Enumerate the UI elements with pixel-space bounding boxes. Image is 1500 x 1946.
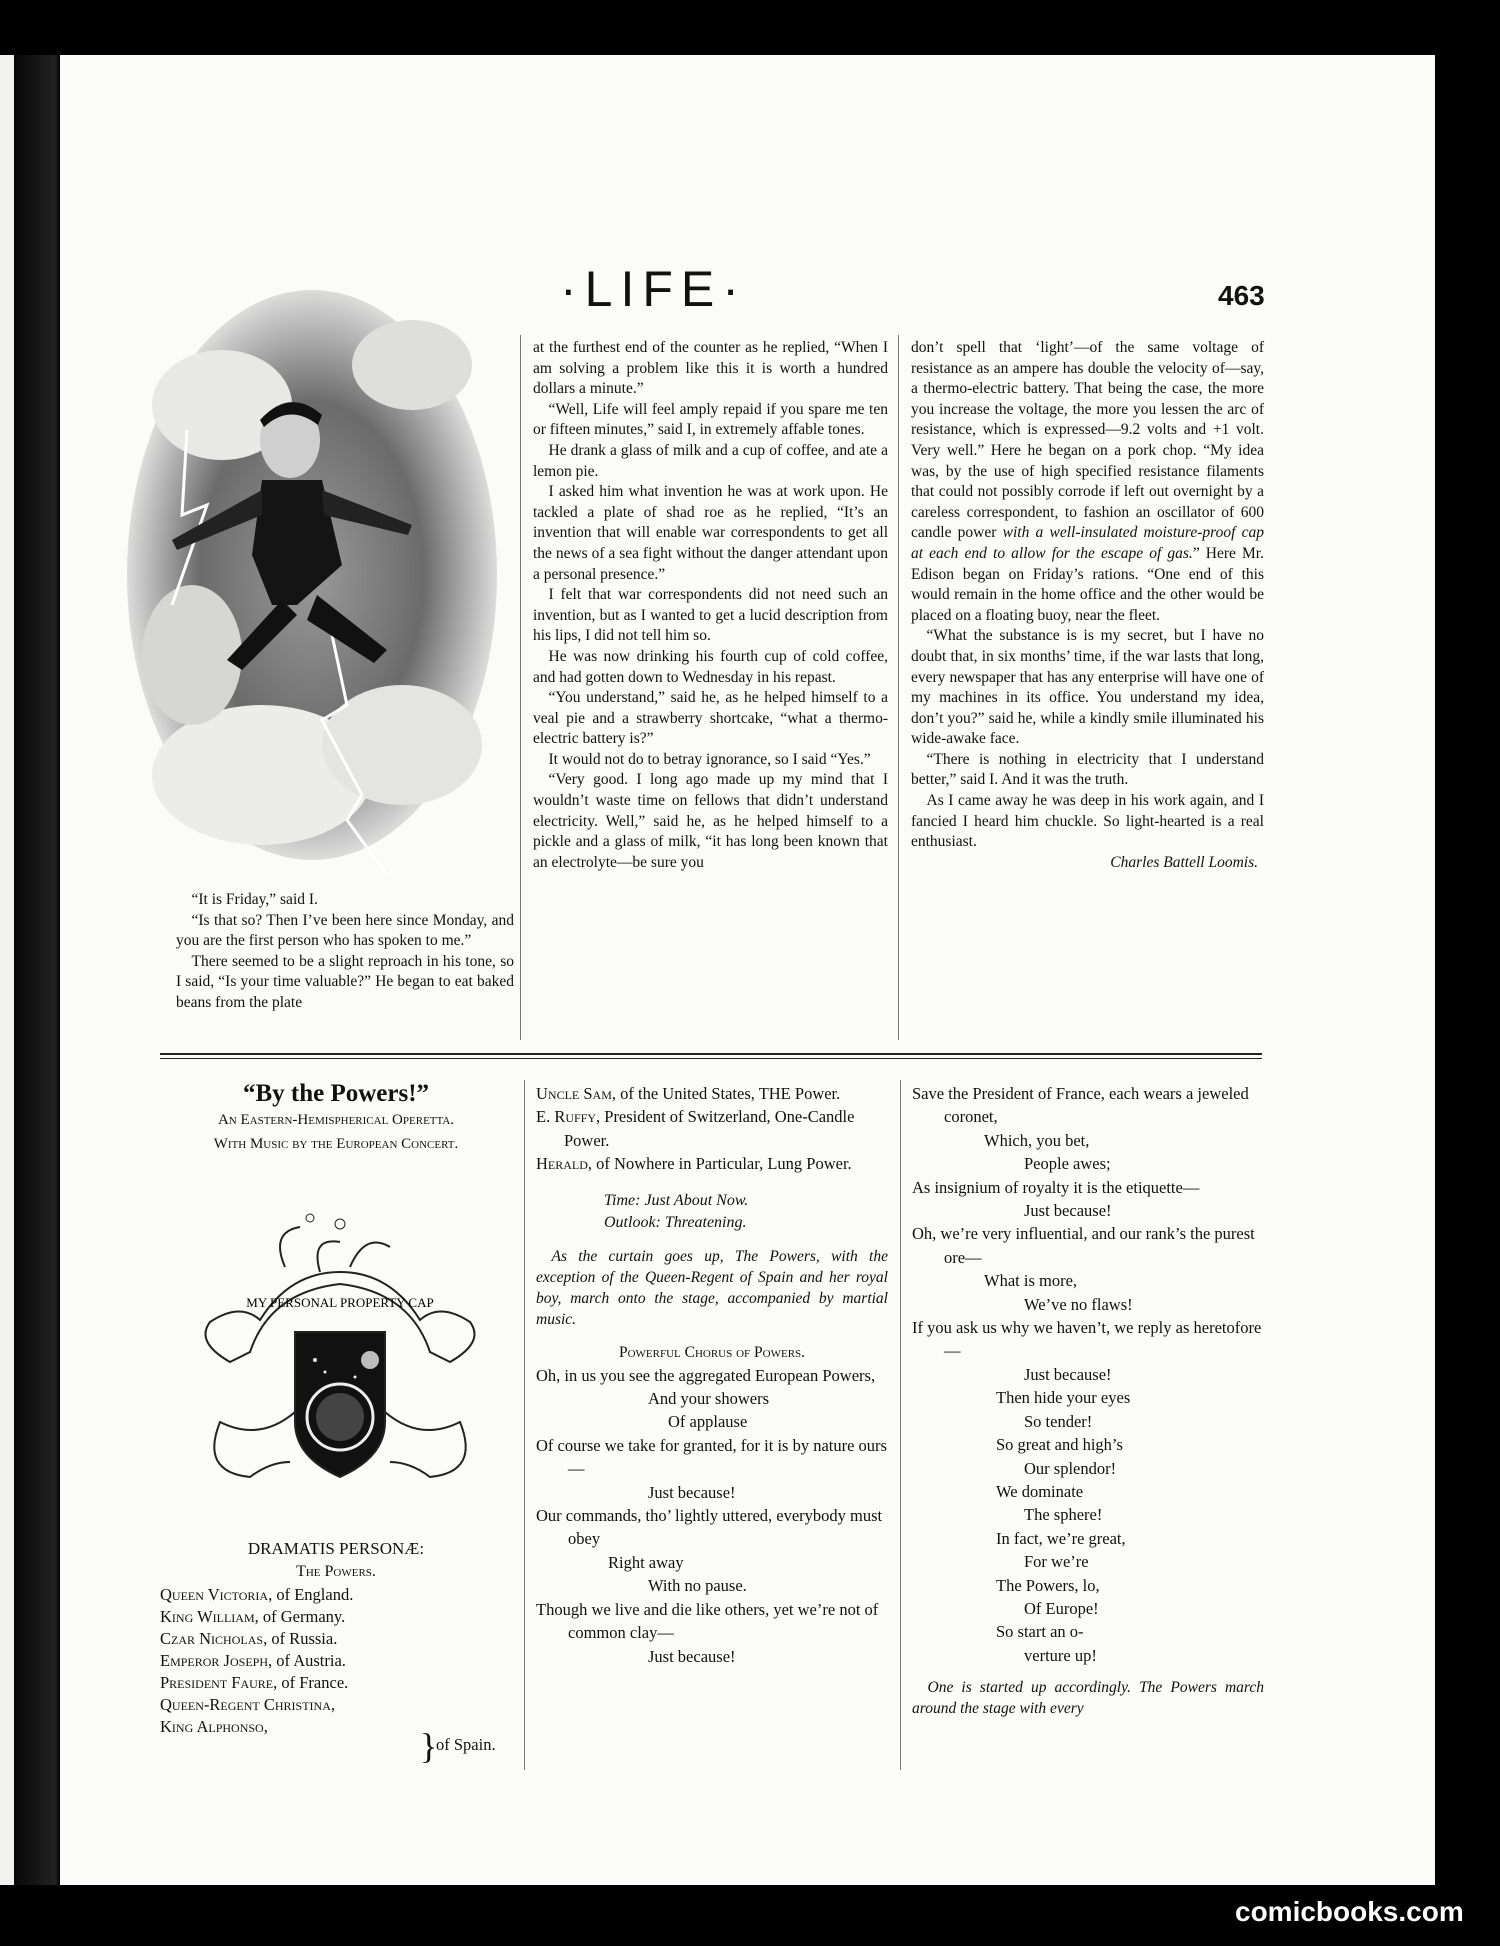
verse-line: Of Europe! (1024, 1598, 1099, 1618)
column-divider (520, 335, 521, 1040)
of-spain-label: of Spain. (436, 1735, 496, 1754)
cast-name: Queen-Regent Christina (160, 1695, 331, 1714)
article-paragraph: It would not do to betray ignorance, so I said “Yes.” (548, 750, 871, 768)
operetta-col-1 (160, 1080, 512, 1153)
cast-origin: , of Nowhere in Particular, Lung Power. (587, 1154, 852, 1174)
verse-line: Which, you bet, (984, 1130, 1090, 1150)
cast-name: Herald (536, 1154, 588, 1174)
verse-line: The sphere! (1024, 1505, 1103, 1525)
operetta-subtitle: With Music by the European Concert. (213, 1135, 459, 1152)
verse-line: Then hide your eyes (996, 1388, 1131, 1408)
cast-origin: , of Germany. (254, 1607, 346, 1626)
cast-entry (536, 1105, 888, 1152)
verse-line: Just because! (648, 1646, 736, 1666)
article-text: ” Here Mr. Edison began on Friday’s rations. “One end of this would remain in the home office and the other would be placed on a floating buoy, near the fleet. (911, 544, 1264, 624)
cast-entry (536, 1152, 888, 1175)
article-paragraph: “What the substance is is my secret, but I have no doubt that, in six months’ time, if the war lasts that long, every newspaper that has any enterprise will have one of my machines in its office. You understand my idea, don’t you?” said he, while a kindly smile illuminated his wide-awake face. (911, 627, 1264, 748)
article-col-3 (911, 338, 1264, 873)
verse-line: Oh, we’re very influential, and our rank’s the purest ore— (912, 1224, 1255, 1267)
column-divider (524, 1080, 525, 1770)
cast-origin: , (263, 1717, 268, 1736)
cast-name: President Faure (160, 1673, 274, 1692)
cast-entry (160, 1628, 512, 1650)
article-paragraph: “It is Friday,” said I. (191, 891, 318, 908)
verse-line: Just because! (1024, 1364, 1112, 1384)
verse-line: Though we live and die like others, yet we’re not of common clay— (536, 1599, 879, 1643)
article-paragraph: “You understand,” said he, as he helped himself to a veal pie and a strawberry shortcake, “what a thermo-electric battery is?” (533, 689, 888, 748)
personal-property-crest (190, 1212, 490, 1512)
operetta-col-2 (536, 1082, 888, 1668)
verse-line: And your showers (648, 1389, 769, 1409)
cast-entry (160, 1672, 512, 1694)
cast-entry (160, 1650, 512, 1672)
cast-origin: , of the United States, THE Power. (611, 1084, 841, 1103)
stage-outlook: Outlook: Threatening. (604, 1213, 747, 1231)
brace-glyph: } (420, 1726, 438, 1766)
stage-direction: As the curtain goes up, The Powers, with the exception of the Queen-Regent of Spain and her royal boy, march onto the stage, accompanied by martial music. (536, 1247, 888, 1328)
verse-line: People awes; (1024, 1154, 1111, 1174)
cast-origin: , of Austria. (267, 1651, 346, 1670)
article-paragraph (911, 338, 1264, 626)
cast-origin: , of England. (268, 1585, 354, 1604)
stage-direction: One is started up accordingly. The Powers march around the stage with every (912, 1679, 1264, 1718)
article-paragraph: He was now drinking his fourth cup of cold coffee, and had gotten down to Wednesday in his repast. (533, 647, 888, 686)
cast-entry (160, 1606, 512, 1628)
verse-line: Of applause (668, 1412, 748, 1432)
article-paragraph: I asked him what invention he was at work upon. He tackled a plate of shad roe as he replied, “It’s an invention that will enable war correspondents to get all the news of a sea fight without the danger attendant upon a personal presence.” (533, 483, 888, 583)
chorus-verse (536, 1364, 888, 1668)
cast-name: E. Ruffy (536, 1107, 597, 1127)
edison-cloud-illustration (112, 275, 512, 875)
cast-entry (160, 1584, 512, 1606)
cast-continued (536, 1082, 888, 1176)
verse-line: With no pause. (648, 1576, 747, 1596)
verse-line: verture up! (1024, 1645, 1097, 1665)
article-paragraph: at the furthest end of the counter as he replied, “When I am solving a problem like this it is worth a hundred dollars a minute.” (533, 339, 888, 398)
article-col-1 (176, 890, 514, 1014)
verse-line: Right away (608, 1552, 684, 1572)
page-number: 463 (1218, 280, 1265, 311)
article-paragraph: He drank a glass of milk and a cup of coffee, and ate a lemon pie. (533, 441, 888, 480)
article-paragraph: “Well, Life will feel amply repaid if you spare me ten or fifteen minutes,” said I, in extremely affable tones. (533, 400, 888, 439)
cast-list (160, 1538, 512, 1738)
verse-line: So great and high’s (996, 1435, 1123, 1455)
cast-origin: , (330, 1695, 335, 1714)
operetta-title: “By the Powers!” (242, 1080, 430, 1107)
verse-line: So start an o- (996, 1622, 1084, 1642)
cast-name: King William (160, 1607, 255, 1626)
cast-name: King Alphonso (160, 1717, 264, 1736)
column-divider (900, 1080, 901, 1770)
verse-line: We’ve no flaws! (1024, 1294, 1133, 1314)
crest-banner-text: MY PERSONAL PROPERTY CAP (246, 1295, 434, 1310)
verse-line: For we’re (1024, 1552, 1089, 1572)
masthead: ·LIFE· (560, 261, 747, 317)
operetta-subtitle: An Eastern-Hemispherical Operetta. (217, 1111, 455, 1128)
cast-origin: , President of Switzerland, One-Candle Power. (564, 1107, 855, 1150)
verse-line: Our commands, tho’ lightly uttered, everybody must obey (536, 1506, 883, 1549)
article-italic-text: with a well-insulated moisture-proof cap at each end to allow for the escape of gas. (911, 524, 1264, 562)
verse-line: As insignium of royalty it is the etiquette— (912, 1177, 1200, 1197)
article-col-2 (533, 338, 888, 873)
column-divider (898, 335, 899, 1040)
article-paragraph: “Very good. I long ago made up my mind that I wouldn’t waste time on fellows that didn’t understand electricity. Well,” said he, as he helped himself to a pickle and a glass of milk, “it has long been known that an electrolyte—be sure you (533, 771, 888, 871)
cast-name: Queen Victoria (160, 1585, 269, 1604)
article-paragraph: “Is that so? Then I’ve been here since Monday, and you are the first person who has spoken to me.” (176, 911, 514, 950)
facing-page-edge (0, 55, 14, 1885)
cast-name: Czar Nicholas (160, 1629, 264, 1648)
chorus-verse-continued (912, 1082, 1264, 1667)
verse-line: What is more, (984, 1271, 1078, 1291)
article-paragraph: I felt that war correspondents did not need such an invention, but as I wanted to get a lucid description from his lips, I did not tell him so. (533, 586, 888, 645)
article-text: don’t spell that ‘light’—of the same voltage of resistance as an ampere has double the velocity of—say, a thermo-electric battery. That being the case, the more you increase the voltage, the more you lessen the arc of resistance, which is expressed—9.2 volts and +1 volt. Very well.” Here he began on a pork chop. “My idea was, by the use of high specified resistance filaments that could not possibly corrode if left out overnight by a careless correspondent, to fashion an oscillator of 600 candle power (911, 339, 1264, 542)
verse-line: Just because! (648, 1482, 736, 1502)
verse-line: The Powers, lo, (996, 1575, 1100, 1595)
section-rule (160, 1058, 1262, 1059)
verse-line: Save the President of France, each wears a jeweled coronet, (912, 1084, 1249, 1127)
chorus-heading: Powerful Chorus of Powers. (618, 1343, 806, 1361)
cast-entry (536, 1082, 888, 1105)
cast-name: Uncle Sam (536, 1084, 612, 1103)
verse-line: In fact, we’re great, (996, 1528, 1126, 1548)
stage-time: Time: Just About Now. (604, 1191, 749, 1209)
cast-entry (160, 1694, 512, 1716)
powers-heading: The Powers. (296, 1563, 376, 1580)
verse-line: Of course we take for granted, for it is by nature ours— (536, 1435, 887, 1479)
verse-line: Oh, in us you see the aggregated European Powers, (536, 1365, 876, 1385)
section-rule (160, 1053, 1262, 1055)
cast-entries (160, 1584, 512, 1738)
verse-line: So tender! (1024, 1411, 1093, 1431)
operetta-col-3 (912, 1082, 1264, 1719)
verse-line: Our splendor! (1024, 1458, 1117, 1478)
article-paragraph: There seemed to be a slight reproach in his tone, so I said, “Is your time valuable?” He began to eat baked beans from the plate (176, 952, 514, 1011)
article-paragraph: As I came away he was deep in his work again, and I fancied I heard him chuckle. So light-hearted is a real enthusiast. (911, 792, 1264, 851)
site-watermark: comicbooks.com (1235, 1896, 1464, 1927)
author-signature: Charles Battell Loomis. (1110, 853, 1258, 871)
dramatis-heading: DRAMATIS PERSONÆ: (247, 1539, 425, 1558)
cast-origin: , of France. (273, 1673, 349, 1692)
article-paragraph: “There is nothing in electricity that I understand better,” said I. And it was the truth. (911, 750, 1264, 789)
cast-name: Emperor Joseph (160, 1651, 268, 1670)
verse-line: Just because! (1024, 1201, 1112, 1221)
verse-line: We dominate (996, 1481, 1084, 1501)
cast-origin: , of Russia. (263, 1629, 338, 1648)
verse-line: If you ask us why we haven’t, we reply as heretofore— (912, 1318, 1262, 1361)
